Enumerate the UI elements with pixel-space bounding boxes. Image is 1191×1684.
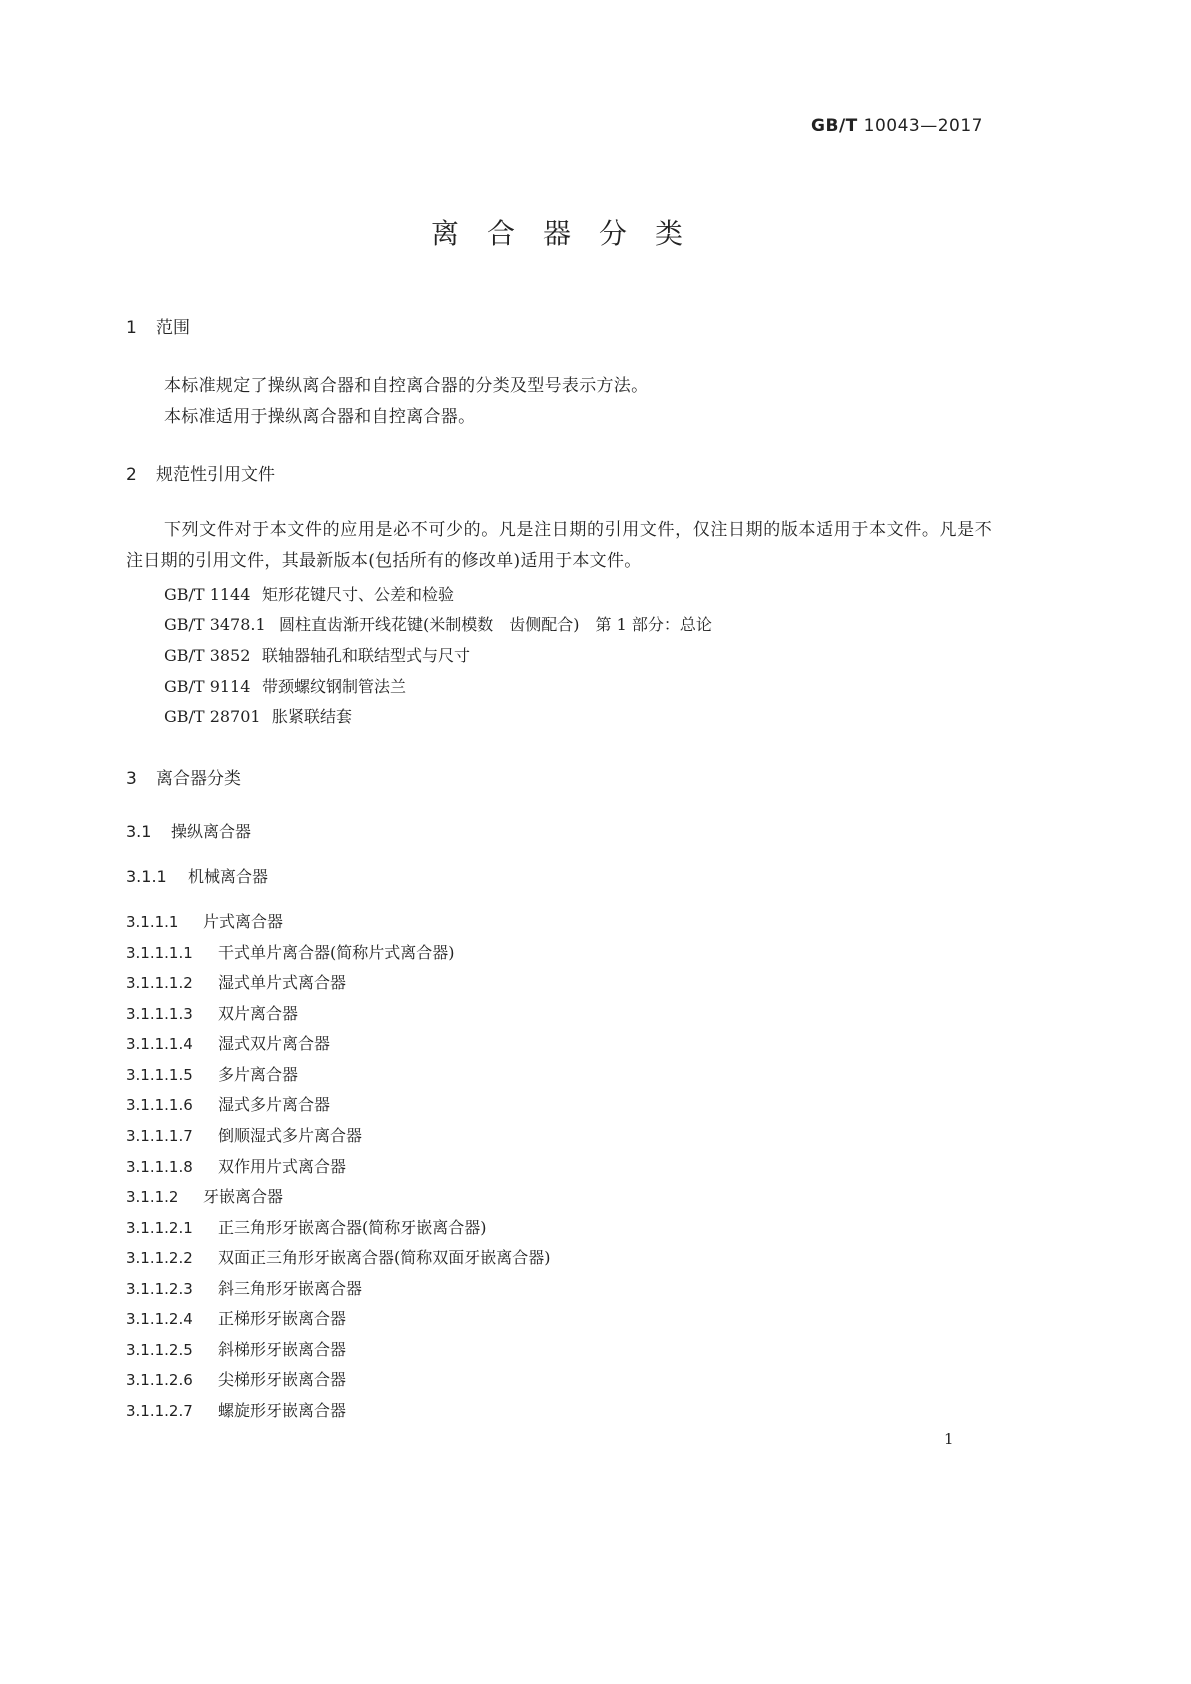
document-title: 离合器分类: [430, 217, 711, 250]
reference-title: 联轴器轴孔和联结型式与尺寸: [262, 646, 471, 665]
standard-code: [811, 116, 983, 136]
item-number: 3.1.1.1.3: [126, 1005, 193, 1023]
item-number: 3.1.1.2.5: [126, 1341, 193, 1359]
list-item: [126, 1092, 330, 1115]
list-item: [126, 970, 346, 993]
section-number: 3: [126, 769, 137, 789]
subsection-number: 3.1.1: [126, 867, 167, 886]
item-label: 斜三角形牙嵌离合器: [218, 1279, 363, 1298]
subsection-3-1-heading: [126, 819, 251, 842]
section-3-heading: [126, 764, 241, 789]
list-item: [126, 1276, 362, 1299]
list-item: [126, 1184, 283, 1207]
page-number: 1: [944, 1430, 954, 1448]
list-item: [126, 1123, 362, 1146]
item-label: 多片离合器: [218, 1065, 299, 1084]
reference-item: [164, 612, 712, 635]
item-label: 片式离合器: [203, 912, 284, 931]
reference-code: GB/T 9114: [164, 677, 251, 696]
subsection-title: 机械离合器: [188, 867, 269, 886]
item-label: 湿式双片离合器: [218, 1034, 331, 1053]
section-title: 范围: [156, 318, 190, 338]
section-number: 2: [126, 465, 137, 485]
item-number: 3.1.1.1: [126, 913, 179, 931]
reference-item: [164, 704, 352, 727]
item-number: 3.1.1.1.4: [126, 1035, 193, 1053]
list-item: [126, 1062, 298, 1085]
paragraph: 下列文件对于本文件的应用是必不可少的。凡是注日期的引用文件，仅注日期的版本适用于本文件。凡是不注日期的引用文件，其最新版本(包括所有的修改单)适用于本文件。: [126, 520, 992, 571]
item-label: 螺旋形牙嵌离合器: [218, 1401, 347, 1420]
standard-code-prefix: GB/T: [811, 116, 858, 136]
item-label: 湿式多片离合器: [218, 1095, 331, 1114]
item-label: 湿式单片式离合器: [218, 973, 347, 992]
item-number: 3.1.1.2.4: [126, 1310, 193, 1328]
item-number: 3.1.1.1.5: [126, 1066, 193, 1084]
paragraph: 本标准适用于操纵离合器和自控离合器。: [164, 407, 476, 427]
item-number: 3.1.1.2.1: [126, 1219, 193, 1237]
section-title: 离合器分类: [156, 769, 241, 789]
list-item: [126, 1337, 346, 1360]
list-item: [126, 1245, 551, 1268]
reference-code: GB/T 3852: [164, 646, 251, 665]
section-number: 1: [126, 318, 137, 338]
item-number: 3.1.1.1.2: [126, 974, 193, 992]
subsection-title: 操纵离合器: [171, 822, 252, 841]
item-number: 3.1.1.2: [126, 1188, 179, 1206]
subsection-number: 3.1: [126, 822, 152, 841]
list-item: [126, 1306, 346, 1329]
item-label: 正三角形牙嵌离合器(简称牙嵌离合器): [218, 1218, 487, 1237]
reference-code: GB/T 3478.1: [164, 615, 266, 634]
item-number: 3.1.1.2.3: [126, 1280, 193, 1298]
item-label: 双作用片式离合器: [218, 1157, 347, 1176]
reference-title: 圆柱直齿渐开线花键(米制模数 齿侧配合) 第 1 部分：总论: [279, 615, 712, 634]
paragraph: 本标准规定了操纵离合器和自控离合器的分类及型号表示方法。: [164, 376, 649, 396]
item-label: 倒顺湿式多片离合器: [218, 1126, 363, 1145]
reference-title: 带颈螺纹钢制管法兰: [262, 677, 407, 696]
item-number: 3.1.1.2.7: [126, 1402, 193, 1420]
list-item: [126, 909, 283, 932]
reference-item: [164, 643, 470, 666]
item-label: 牙嵌离合器: [203, 1187, 284, 1206]
item-label: 斜梯形牙嵌离合器: [218, 1340, 347, 1359]
reference-title: 胀紧联结套: [272, 707, 353, 726]
reference-item: [164, 674, 406, 697]
item-number: 3.1.1.2.2: [126, 1249, 193, 1267]
item-number: 3.1.1.1.6: [126, 1096, 193, 1114]
item-label: 双片离合器: [218, 1004, 299, 1023]
section-1-heading: [126, 313, 190, 338]
reference-code: GB/T 28701: [164, 707, 261, 726]
list-item: [126, 1215, 487, 1238]
item-label: 尖梯形牙嵌离合器: [218, 1370, 347, 1389]
item-label: 双面正三角形牙嵌离合器(简称双面牙嵌离合器): [218, 1248, 551, 1267]
section-2-heading: [126, 460, 275, 485]
reference-code: GB/T 1144: [164, 585, 251, 604]
item-number: 3.1.1.1.7: [126, 1127, 193, 1145]
item-number: 3.1.1.1.8: [126, 1158, 193, 1176]
list-item: [126, 1001, 298, 1024]
standard-code-number: 10043—2017: [863, 116, 983, 136]
list-item: [126, 1154, 346, 1177]
section-title: 规范性引用文件: [156, 465, 275, 485]
item-label: 正梯形牙嵌离合器: [218, 1309, 347, 1328]
reference-title: 矩形花键尺寸、公差和检验: [262, 585, 455, 604]
list-item: [126, 1398, 346, 1421]
item-label: 干式单片离合器(简称片式离合器): [218, 943, 455, 962]
reference-item: [164, 582, 454, 605]
item-number: 3.1.1.1.1: [126, 944, 193, 962]
item-number: 3.1.1.2.6: [126, 1371, 193, 1389]
list-item: [126, 1367, 346, 1390]
list-item: [126, 940, 455, 963]
subsection-3-1-1-heading: [126, 864, 268, 887]
list-item: [126, 1031, 330, 1054]
